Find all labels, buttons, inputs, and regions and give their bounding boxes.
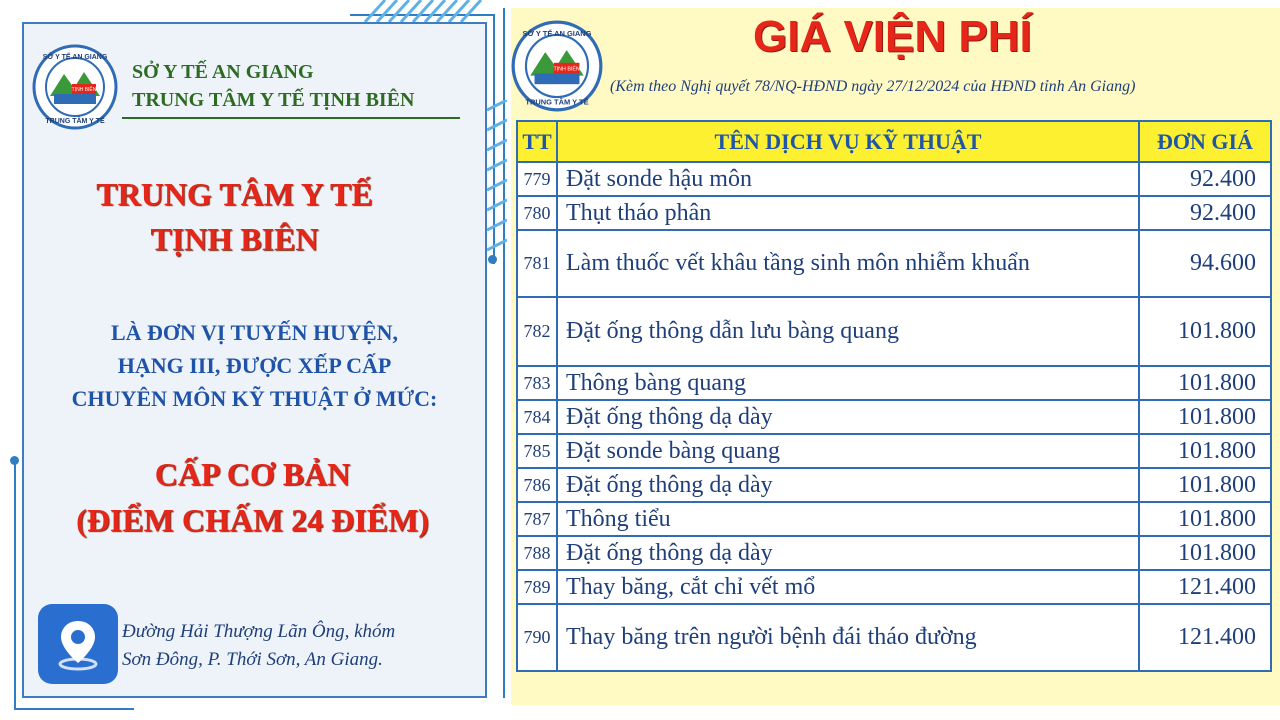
level-title-line2: (ĐIỂM CHẤM 24 ĐIỂM) — [76, 502, 429, 538]
service-name: Thay băng trên người bệnh đái tháo đường — [557, 604, 1139, 671]
column-header-price: ĐƠN GIÁ — [1139, 121, 1271, 162]
service-name: Đặt sonde bàng quang — [557, 434, 1139, 468]
row-number: 787 — [517, 502, 557, 536]
service-name: Đặt ống thông dẫn lưu bàng quang — [557, 297, 1139, 366]
center-title-line1: TRUNG TÂM Y TẾ — [96, 176, 373, 212]
row-number: 785 — [517, 434, 557, 468]
service-name: Thụt tháo phân — [557, 196, 1139, 230]
table-header-row — [517, 121, 1271, 162]
row-number: 789 — [517, 570, 557, 604]
service-price: 92.400 — [1139, 196, 1271, 230]
price-table-body — [517, 162, 1271, 671]
logo-ring-text: SỞ Y TẾ AN GIANG — [42, 54, 108, 61]
service-name: Thông bàng quang — [557, 366, 1139, 400]
row-number: 784 — [517, 400, 557, 434]
hospital-logo — [32, 44, 118, 130]
service-name: Làm thuốc vết khâu tầng sinh môn nhiễm khuẩn — [557, 230, 1139, 297]
logo-bottom-text: TRUNG TÂM Y TẾ — [45, 118, 105, 125]
row-number: 779 — [517, 162, 557, 196]
service-name: Đặt ống thông dạ dày — [557, 536, 1139, 570]
decor-line-bottom — [14, 708, 134, 710]
service-price: 121.400 — [1139, 570, 1271, 604]
org-name: TRUNG TÂM Y TẾ TỊNH BIÊN — [132, 89, 415, 111]
address-line1: Đường Hải Thượng Lãn Ông, khóm — [122, 621, 396, 642]
service-name: Đặt sonde hậu môn — [557, 162, 1139, 196]
map-pin-icon — [38, 604, 118, 684]
service-price: 101.800 — [1139, 536, 1271, 570]
table-row — [517, 570, 1271, 604]
service-price: 101.800 — [1139, 434, 1271, 468]
service-price: 101.800 — [1139, 502, 1271, 536]
table-row — [517, 468, 1271, 502]
row-number: 783 — [517, 366, 557, 400]
table-row — [517, 400, 1271, 434]
decor-line-vertical-left — [14, 460, 16, 710]
row-number: 790 — [517, 604, 557, 671]
service-name: Thay băng, cắt chỉ vết mổ — [557, 570, 1139, 604]
description-line2: HẠNG III, ĐƯỢC XẾP CẤP — [117, 353, 392, 378]
level-title-line1: CẤP CƠ BẢN — [154, 456, 351, 492]
service-name: Thông tiểu — [557, 502, 1139, 536]
row-number: 782 — [517, 297, 557, 366]
logo-ring-text: SỞ Y TẾ AN GIANG — [522, 29, 592, 39]
decor-stripes-side — [487, 100, 507, 260]
organization-header — [132, 58, 482, 114]
row-number: 781 — [517, 230, 557, 297]
price-list-title: GIÁ VIỆN PHÍ — [753, 12, 1032, 61]
service-price: 92.400 — [1139, 162, 1271, 196]
logo-badge-text: TỊNH BIÊN — [553, 66, 580, 73]
table-row — [517, 434, 1271, 468]
address-line2: Sơn Đông, P. Thới Sơn, An Giang. — [122, 649, 383, 670]
description-line3: CHUYÊN MÔN KỸ THUẬT Ở MỨC: — [71, 386, 438, 411]
row-number: 786 — [517, 468, 557, 502]
table-row — [517, 604, 1271, 671]
header-divider — [122, 117, 460, 119]
column-header-service: TÊN DỊCH VỤ KỸ THUẬT — [557, 121, 1139, 162]
service-name: Đặt ống thông dạ dày — [557, 400, 1139, 434]
service-name: Đặt ống thông dạ dày — [557, 468, 1139, 502]
table-row — [517, 230, 1271, 297]
table-row — [517, 502, 1271, 536]
address-text — [122, 618, 395, 674]
description-line1: LÀ ĐƠN VỊ TUYẾN HUYỆN, — [110, 320, 399, 345]
service-price: 101.800 — [1139, 366, 1271, 400]
service-price: 94.600 — [1139, 230, 1271, 297]
row-number: 788 — [517, 536, 557, 570]
price-list-panel — [511, 8, 1280, 705]
decor-stripes-top — [355, 0, 505, 22]
table-row — [517, 536, 1271, 570]
logo-bottom-text: TRUNG TÂM Y TẾ — [525, 97, 589, 107]
service-price: 101.800 — [1139, 297, 1271, 366]
decor-dot — [10, 456, 19, 465]
price-table — [516, 120, 1272, 672]
description-text — [24, 316, 485, 415]
logo-badge-text: TỊNH BIÊN — [71, 87, 97, 93]
column-header-tt: TT — [517, 121, 557, 162]
row-number: 780 — [517, 196, 557, 230]
org-name-parent: SỞ Y TẾ AN GIANG — [132, 61, 314, 83]
service-price: 101.800 — [1139, 400, 1271, 434]
center-title-line2: TỊNH BIÊN — [150, 221, 319, 257]
table-row — [517, 162, 1271, 196]
table-row — [517, 196, 1271, 230]
service-price: 121.400 — [1139, 604, 1271, 671]
table-row — [517, 366, 1271, 400]
price-list-subtitle: (Kèm theo Nghị quyết 78/NQ-HĐND ngày 27/12/2024 của HĐND tỉnh An Giang) — [610, 78, 1136, 95]
hospital-logo-right — [511, 20, 603, 112]
left-info-panel — [22, 22, 487, 698]
table-row — [517, 297, 1271, 366]
service-price: 101.800 — [1139, 468, 1271, 502]
